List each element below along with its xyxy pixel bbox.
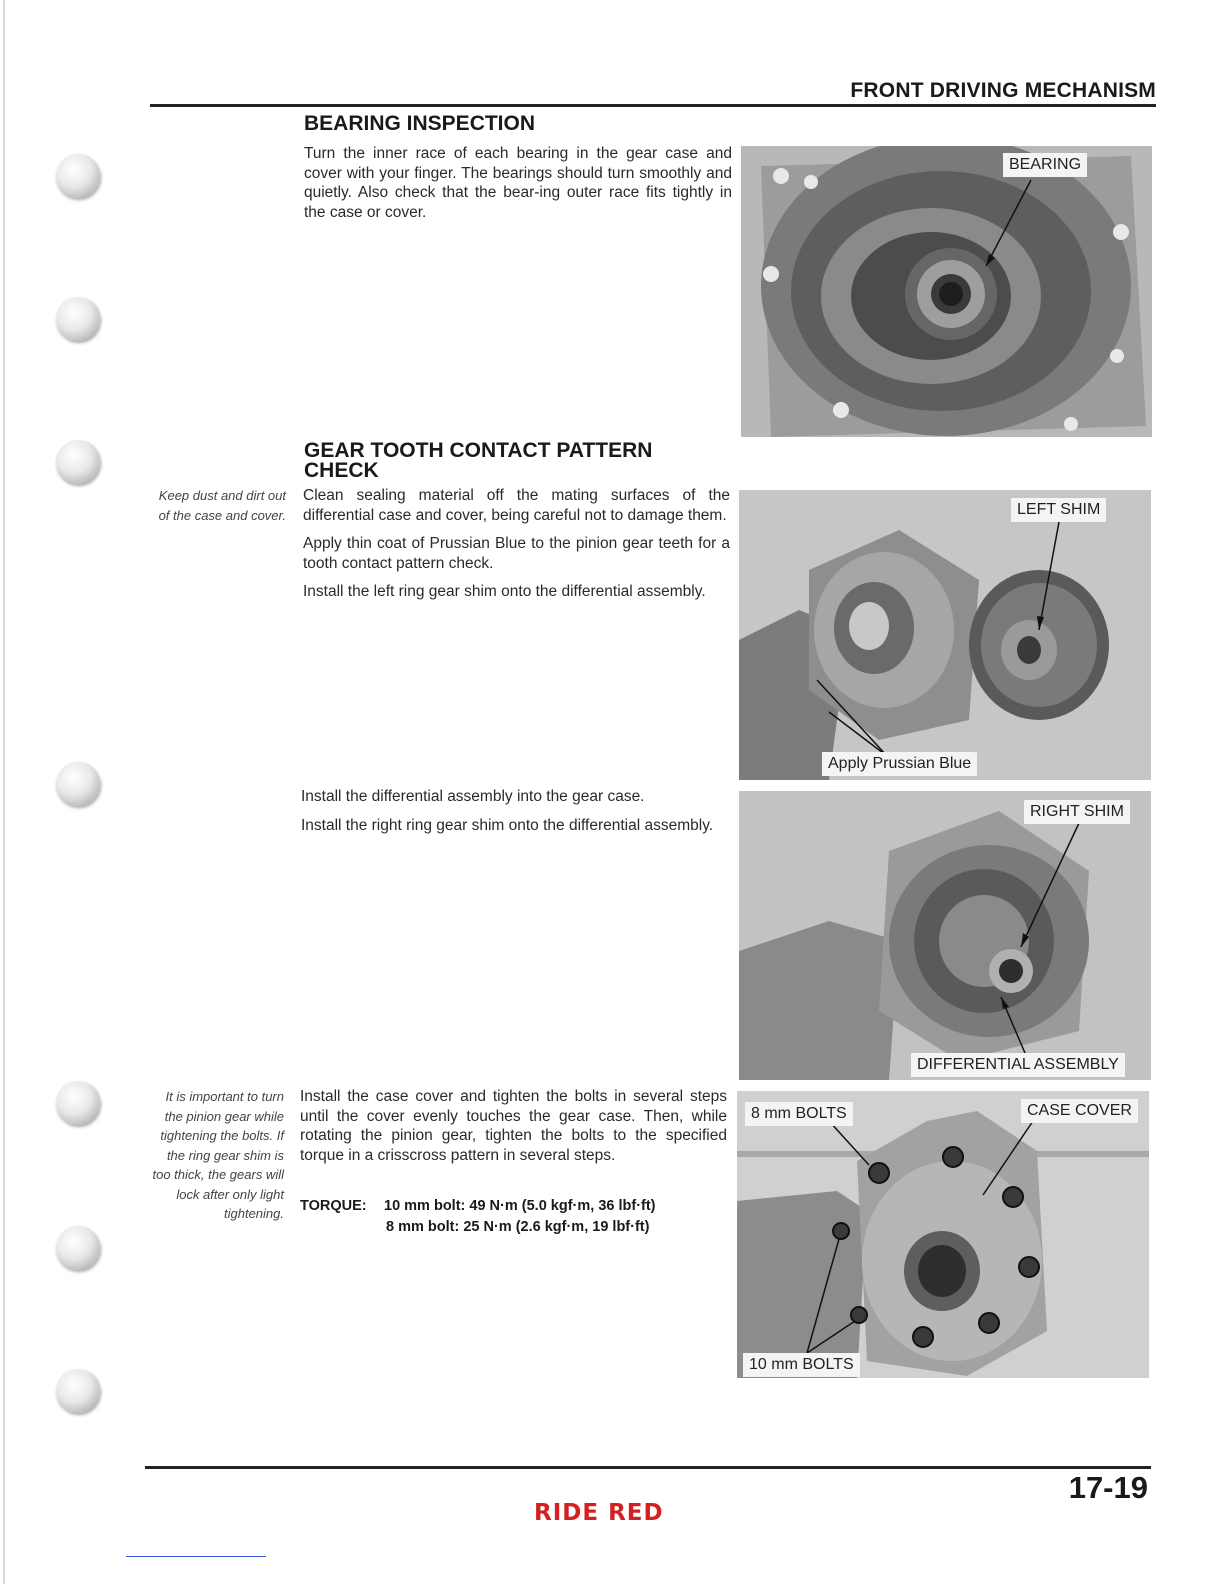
bearing-inspection-text bbox=[304, 144, 732, 231]
paragraph: Clean sealing material off the mating surfaces of the differential case and cover, being careful not to damage them. bbox=[303, 487, 730, 524]
right-shim-photo bbox=[739, 791, 1151, 1080]
bearing-callout: BEARING bbox=[1003, 153, 1087, 177]
torque-8mm-value: 8 mm bolt: 25 N·m (2.6 kgf·m, 19 lbf·ft) bbox=[386, 1219, 650, 1235]
header-rule bbox=[150, 104, 1156, 107]
left-shim-callout: LEFT SHIM bbox=[1011, 498, 1106, 522]
binder-hole bbox=[56, 1369, 100, 1413]
paragraph: Install the left ring gear shim onto the differential assembly. bbox=[303, 583, 706, 600]
bearing-inspection-heading: BEARING INSPECTION bbox=[304, 112, 536, 135]
binder-hole bbox=[56, 1081, 100, 1125]
binder-hole bbox=[56, 440, 100, 484]
bearing-photo bbox=[741, 146, 1152, 437]
torque-spec bbox=[300, 1196, 656, 1238]
footer-link-underline bbox=[126, 1556, 266, 1557]
paragraph: Install the differential assembly into the gear case. bbox=[301, 788, 645, 805]
page-edge bbox=[3, 0, 5, 1584]
dust-note: Keep dust and dirt out of the case and cover. bbox=[158, 488, 286, 523]
pinion-gear-note: It is important to turn the pinion gear while tightening the bolts. If the ring gear shim is too thick, the gears will lock after only light tightening. bbox=[152, 1089, 284, 1221]
section-title: FRONT DRIVING MECHANISM bbox=[850, 79, 1156, 102]
page-number: 17-19 bbox=[1068, 1470, 1148, 1505]
binder-hole bbox=[56, 297, 100, 341]
heading-line-2: CHECK bbox=[304, 459, 379, 482]
binder-hole bbox=[56, 154, 100, 198]
case-cover-text bbox=[300, 1087, 727, 1174]
bolts-10mm-callout: 10 mm BOLTS bbox=[743, 1353, 860, 1377]
paragraph: Install the right ring gear shim onto the differential assembly. bbox=[301, 816, 714, 834]
right-shim-callout: RIGHT SHIM bbox=[1024, 800, 1130, 824]
brand-logo: RIDE RED bbox=[534, 1500, 664, 1526]
left-shim-photo bbox=[739, 490, 1151, 780]
paragraph: Install the case cover and tighten the bolts in several steps until the cover evenly touches the gear case. Then, while rotating the pinion gear, tighten the bolts to the specified torque in a crisscross pattern in several steps. bbox=[300, 1088, 727, 1164]
case-cover-callout: CASE COVER bbox=[1021, 1099, 1138, 1123]
bolts-8mm-callout: 8 mm BOLTS bbox=[745, 1102, 853, 1126]
gear-tooth-heading bbox=[304, 441, 652, 481]
binder-hole bbox=[56, 1226, 100, 1270]
gear-tooth-text bbox=[303, 486, 730, 611]
differential-assembly-callout: DIFFERENTIAL ASSEMBLY bbox=[911, 1053, 1125, 1077]
torque-10mm-value: 10 mm bolt: 49 N·m (5.0 kgf·m, 36 lbf·ft) bbox=[384, 1198, 656, 1214]
footer-rule bbox=[145, 1466, 1151, 1469]
binder-hole bbox=[56, 762, 100, 806]
differential-install-text bbox=[301, 787, 730, 844]
heading-line-1: GEAR TOOTH CONTACT PATTERN bbox=[304, 439, 653, 462]
torque-label: TORQUE: bbox=[300, 1198, 367, 1214]
paragraph: Apply thin coat of Prussian Blue to the pinion gear teeth for a tooth contact pattern check. bbox=[303, 535, 730, 572]
prussian-blue-callout: Apply Prussian Blue bbox=[822, 752, 977, 776]
case-cover-photo bbox=[737, 1091, 1149, 1378]
paragraph: Turn the inner race of each bearing in the gear case and cover with your finger. The bearings should turn smoothly and quietly. Also check that the bear-ing outer race fits tightly in the case or cover. bbox=[304, 145, 732, 221]
